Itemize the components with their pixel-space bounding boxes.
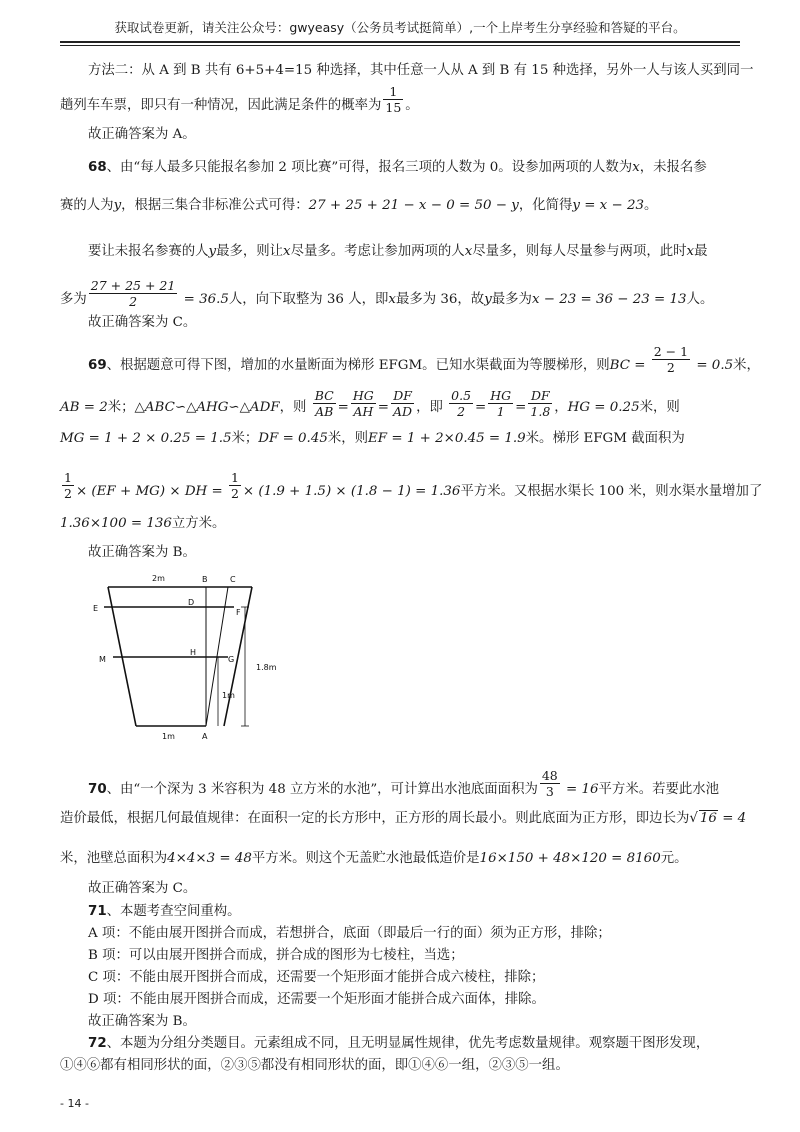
p69-text: ，即	[416, 400, 443, 415]
p69-text: ，则	[279, 400, 307, 415]
p68-text: 多为	[60, 292, 87, 307]
math-var: x	[632, 160, 640, 175]
label-E: E	[93, 604, 99, 613]
label-H: H	[190, 648, 197, 657]
p69-fraction	[488, 388, 513, 419]
label-M: M	[99, 655, 106, 664]
p69-answer: 故正确答案为 B。	[88, 545, 196, 560]
question-number: 70	[88, 782, 107, 797]
p70-text: 米，池壁总面积为	[60, 851, 168, 866]
p67-fraction	[383, 84, 403, 115]
p70-line1	[88, 768, 720, 805]
p69-fraction	[229, 470, 241, 501]
p69-line1	[88, 344, 760, 381]
frac-den: 15	[385, 100, 402, 115]
math-equation: HG = 0.25	[567, 400, 640, 415]
math-equation: = 0.5	[692, 358, 734, 373]
p69-line3	[60, 430, 685, 448]
p68-text: 最多，则让	[216, 244, 284, 259]
label-D: D	[188, 598, 195, 607]
p67-line1: 方法二：从 A 到 B 共有 6+5+4=15 种选择，其中任意一人从 A 到 B 有 15 种选择，另外一人与该人买到同一	[88, 63, 754, 78]
p72-line2: ①④⑥都有相同形状的面，②③⑤都没有相同形状的面，即①④⑥一组，②③⑤一组。	[60, 1058, 569, 1073]
p71-option-a: A 项：不能由展开图拼合而成，若想拼合，底面（即最后一行的面）须为正方形，排除；	[88, 926, 611, 941]
p67-end: 。	[405, 98, 419, 113]
frac-num: 48	[541, 768, 558, 783]
p70-answer: 故正确答案为 C。	[88, 881, 197, 896]
p69-text: 米，	[733, 358, 760, 373]
p67-line2	[60, 84, 419, 121]
p70-fraction	[540, 768, 560, 799]
label-C: C	[230, 575, 236, 584]
p69-fraction	[528, 388, 552, 419]
p69-fraction	[391, 388, 414, 419]
label-1m-vertical: 1m	[222, 691, 235, 700]
p68-text: ，未报名参	[639, 160, 707, 175]
math-sqrt: 16	[699, 811, 717, 826]
p69-text: 米。梯形 EFGM 截面积为	[525, 431, 685, 446]
frac-num: 27 + 25 + 21	[90, 278, 176, 293]
p68-fraction	[89, 278, 178, 309]
math-equation: BC =	[609, 358, 650, 373]
p68-text: 、由“每人最多只能报名参加 2 项比赛”可得，报名三项的人数为 0。设参加两项的人数为	[106, 160, 633, 175]
math-equation: 4×4×3 = 48	[167, 851, 252, 866]
header-rule-thin	[60, 45, 740, 46]
p71-answer: 故正确答案为 B。	[88, 1014, 196, 1029]
p70-text: 、由“一个深为 3 米容积为 48 立方米的水池”，可计算出水池底面面积为	[106, 782, 538, 797]
label-2m: 2m	[152, 574, 165, 583]
p68-text: 人，向下取整为 36 人，即	[228, 292, 389, 307]
math-equation: × (1.9 + 1.5) × (1.8 − 1) = 1.36	[242, 484, 461, 499]
math-equation: 1.36×100 = 136	[60, 516, 172, 531]
math-var: x	[686, 244, 695, 259]
p71-option-b: B 项：可以由展开图拼合而成，拼合成的图形为七棱柱，当选；	[88, 948, 464, 963]
p69-line5	[60, 515, 225, 533]
math-equation: = 36.5	[179, 292, 229, 307]
math-equation: x − 23 = 36 − 23 = 13	[531, 292, 687, 307]
trapezoid-svg	[90, 573, 290, 743]
frac-num: 1	[64, 470, 72, 485]
math-equation: DF = 0.45	[258, 431, 328, 446]
p70-line3	[60, 850, 688, 868]
label-B: B	[202, 575, 208, 584]
frac-den: AD	[393, 404, 413, 419]
p69-fraction	[313, 388, 336, 419]
label-1m-horizontal: 1m	[162, 732, 175, 741]
p69-fraction	[449, 388, 473, 419]
p70-text: 平方米。则这个无盖贮水池最低造价是	[251, 851, 480, 866]
math-equation: = 16	[561, 782, 599, 797]
math-var: x	[388, 292, 396, 307]
p70-text: 造价最低，根据几何最值规律：在面积一定的长方形中，正方形的周长最小。则此底面为正方形，即边长为	[60, 811, 690, 826]
p68-answer: 故正确答案为 C。	[88, 315, 197, 330]
p69-text: 平方米。又根据水渠长 100 米，则水渠水量增加了	[460, 484, 763, 499]
frac-den: AB	[313, 403, 336, 419]
p68-text: 尽量多，则每人尽量参与两项，此时	[472, 244, 687, 259]
p71-option-d: D 项：不能由展开图拼合而成，还需要一个矩形面才能拼合成六面体，排除。	[88, 992, 545, 1007]
frac-num: DF	[393, 388, 412, 403]
question-number: 69	[88, 358, 107, 373]
label-F: F	[236, 608, 241, 617]
math-var: y	[484, 292, 492, 307]
p69-fraction	[652, 344, 690, 375]
math-var: x	[283, 244, 291, 259]
p68-text: ，根据三集合非标准公式可得：	[121, 198, 309, 213]
frac-num: HG	[490, 388, 512, 403]
math-equation: AB = 2	[60, 400, 108, 415]
p70-text: 元。	[660, 851, 688, 866]
frac-num: 1	[389, 84, 398, 99]
math-var: y	[113, 198, 122, 213]
p68-line3	[88, 243, 707, 261]
math-equation: MG = 1 + 2 × 0.25 = 1.5	[60, 431, 232, 446]
p68-line4	[60, 278, 714, 315]
math-equation: 27 + 25 + 21 − x − 0 = 50 − y	[308, 198, 519, 213]
p68-text: 尽量多。考虑让参加两项的人	[290, 244, 465, 259]
p69-fraction	[351, 388, 376, 419]
trapezoid-diagram	[90, 573, 290, 743]
frac-num: 1	[230, 470, 239, 485]
p72-line1	[88, 1035, 709, 1053]
p68-text: 。	[644, 198, 658, 213]
p68-text: ，化简得	[518, 198, 573, 213]
p68-text: 赛的人为	[60, 198, 114, 213]
p69-text: 米；	[231, 431, 259, 446]
frac-den: 2	[89, 293, 178, 309]
math-equation: EF = 1 + 2×0.45 = 1.9	[368, 431, 526, 446]
frac-den: 3	[540, 783, 560, 799]
frac-num: HG	[352, 388, 374, 403]
p71-text: 、本题考查空间重构。	[106, 904, 241, 919]
question-number: 68	[88, 160, 107, 175]
p68-text: 人。	[686, 292, 714, 307]
label-A: A	[202, 732, 208, 741]
math-var: x	[464, 244, 473, 259]
question-number: 72	[88, 1036, 107, 1051]
frac-den: 1	[488, 403, 513, 419]
math-equation: 16×150 + 48×120 = 8160	[479, 851, 661, 866]
p69-text: 、根据题意可得下图，增加的水量断面为梯形 EFGM。已知水渠截面为等腰梯形，则	[106, 358, 610, 373]
p69-line2: AB = 2米；△ABC∽△AHG∽△ADF，则 $\frac{BC}{AB}$ = $\frac{HG}{AH}$ = $\frac{DF}{AD}$ ，即 $\frac{0.5}{2}$ = $\frac{HG}{1}$ = $\frac{DF}{1.8}$ ，HG = 0.25米，则	[60, 388, 680, 419]
question-number: 71	[88, 904, 107, 919]
p69-text: 米，则	[639, 400, 680, 415]
p68-text: 要让未报名参赛的人	[88, 244, 209, 259]
p68-line2	[60, 197, 657, 215]
p69-text: 立方米。	[171, 516, 226, 531]
frac-num: 2 − 1	[653, 344, 689, 359]
p69-line4	[60, 470, 763, 507]
p69-text: 米；	[107, 400, 135, 415]
frac-den: 2	[652, 359, 690, 375]
p68-text: 最多为 36，故	[395, 292, 485, 307]
frac-num: BC	[314, 388, 334, 403]
p67-text: 趟列车车票，即只有一种情况，因此满足条件的概率为	[60, 98, 382, 113]
p69-text: 米，则	[327, 431, 369, 446]
p69-text: ，	[554, 400, 568, 415]
math-equation: △ABC∽△AHG∽△ADF	[134, 400, 280, 415]
p72-text: 、本题为分组分类题目。元素组成不同，且无明显属性规律，优先考虑数量规律。观察题干图形发现，	[106, 1036, 710, 1051]
page-number: - 14 -	[60, 1097, 89, 1110]
math-equation: × (EF + MG) × DH =	[75, 484, 227, 499]
header-rule-thick	[60, 41, 740, 43]
frac-num: DF	[530, 388, 550, 403]
frac-den: 2	[449, 403, 473, 419]
p69-fraction	[62, 470, 74, 501]
p68-text: 最多为	[491, 292, 532, 307]
frac-den: 2	[230, 486, 239, 501]
p71-option-c: C 项：不能由展开图拼合而成，还需要一个矩形面才能拼合成六棱柱，排除；	[88, 970, 545, 985]
p67-answer: 故正确答案为 A。	[88, 127, 196, 142]
math-equation: y = x − 23	[572, 198, 644, 213]
label-18m: 1.8m	[256, 663, 277, 672]
p71-line1	[88, 903, 241, 921]
frac-den: 1.8	[530, 404, 551, 419]
label-G: G	[228, 655, 235, 664]
math-var: y	[208, 244, 217, 259]
page-header: 获取试卷更新，请关注公众号：gwyeasy（公务员考试挺简单）,一个上岸考生分享经验和答疑的平台。	[114, 20, 686, 35]
frac-den: AH	[351, 403, 376, 419]
frac-num: 0.5	[451, 388, 472, 403]
p68-line1	[88, 159, 707, 177]
math-equation: = 4	[717, 811, 747, 826]
frac-den: 2	[64, 486, 72, 501]
p68-text: 最	[694, 244, 708, 259]
p70-line2: 造价最低，根据几何最值规律：在面积一定的长方形中，正方形的周长最小。则此底面为正方形，即边长为√ 16 = 4	[60, 811, 747, 826]
p70-text: 平方米。若要此水池	[598, 782, 720, 797]
